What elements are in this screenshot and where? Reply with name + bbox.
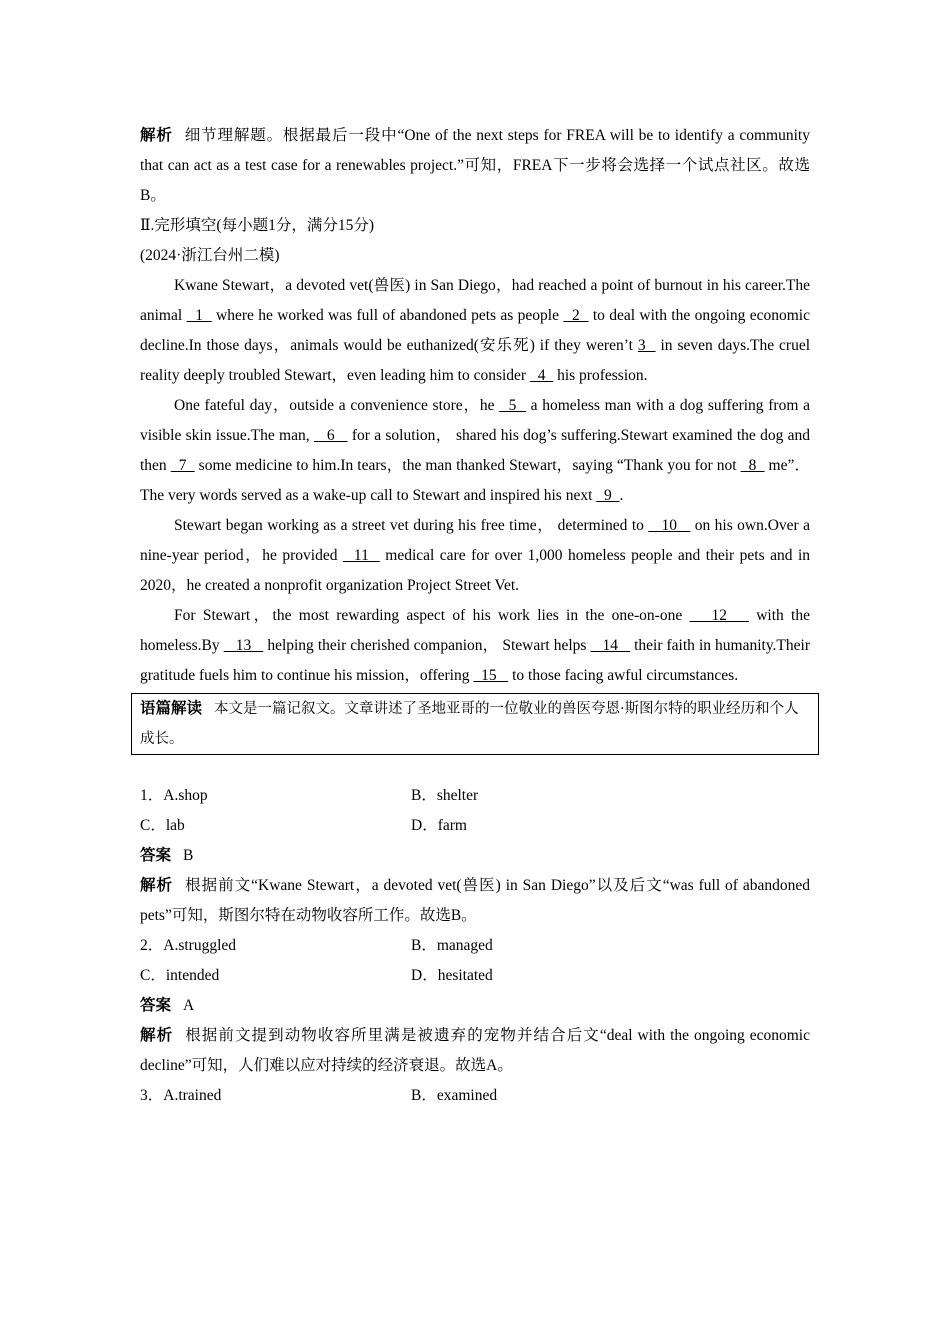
passage-text: to those facing awful circumstances. (508, 667, 739, 684)
passage-text: One fateful day，outside a convenience store，he (174, 397, 500, 414)
question-2-options-row-1 (140, 931, 810, 961)
passage-text: his profession. (553, 367, 648, 384)
question-2-analysis (140, 1021, 810, 1081)
passage-text: a homeless man with a dog suffering from a visible skin issue.The man, (140, 397, 810, 444)
option-d: D．farm (411, 817, 467, 834)
analysis-text: 根据前文提到动物收容所里满是被遗弃的宠物并结合后文“deal with the ongoing economic decline”可知，人们难以应对持续的经济衰退。故选A。 (140, 1027, 810, 1074)
document-content (140, 121, 810, 1111)
answer-label: 答案 (140, 847, 172, 864)
question-1-analysis (140, 871, 810, 931)
option-c: C．intended (140, 967, 220, 984)
passage-text: on his own.Over a nine-year period，he provided (140, 517, 811, 564)
option-a: 3．A.trained (140, 1087, 222, 1104)
passage-text: to deal with the ongoing economic decline.In those days，animals would be euthanized(安乐死) if they weren’t (140, 307, 810, 354)
option-a: 1．A.shop (140, 787, 208, 804)
option-d: D．hesitated (411, 967, 493, 984)
blank-12: 12 (689, 607, 749, 624)
passage-text: medical care for over 1,000 homeless people and their pets and in 2020，he created a nonprofit organization Project Street Vet. (140, 547, 811, 594)
blank-5: 5 (499, 397, 526, 414)
analysis-text: 细节理解题。根据最后一段中“One of the next steps for FREA will be to identify a community that can act as a test case for a renewables project.”可知，FREA下一步将会选择一个试点社区。故选B。 (140, 127, 810, 204)
passage-text: for a solution， shared his dog’s suffering.Stewart examined the dog and then (140, 427, 811, 474)
analysis-label: 解析 (140, 877, 174, 894)
question-2-answer (140, 991, 810, 1021)
previous-analysis (140, 121, 810, 211)
reading-summary-label: 语篇解读 (140, 700, 203, 717)
option-a: 2．A.struggled (140, 937, 237, 954)
passage-text: in seven days.The cruel reality deeply troubled Stewart，even leading him to consider (140, 337, 811, 384)
question-1-options-row-1 (140, 781, 810, 811)
answer-value: A (183, 997, 195, 1014)
blank-4: 4 (529, 367, 554, 384)
question-3-options-row-1 (140, 1081, 810, 1111)
blank-15: 15 (473, 667, 509, 684)
passage-text: Kwane Stewart，a devoted vet(兽医) in San Diego，had reached a point of burnout in his career.The animal (140, 277, 810, 324)
question-1-answer (140, 841, 810, 871)
spacer (140, 755, 810, 781)
blank-3: 3 (637, 337, 656, 354)
passage-text: For Stewart，the most rewarding aspect of his work lies in the one-on-one (174, 607, 690, 624)
blank-10: 10 (648, 517, 691, 534)
option-b: B．shelter (411, 787, 479, 804)
passage-paragraph-4 (140, 601, 810, 691)
answer-label: 答案 (140, 997, 172, 1014)
option-b: B．examined (411, 1087, 498, 1104)
passage-text: their faith in humanity.Their gratitude fuels him to continue his mission，offering (140, 637, 811, 684)
answer-value: B (183, 847, 194, 864)
reading-summary-box (131, 693, 819, 755)
passage-paragraph-3 (140, 511, 810, 601)
blank-6: 6 (313, 427, 348, 444)
blank-14: 14 (590, 637, 631, 654)
reading-summary-text: 本文是一篇记叙文。文章讲述了圣地亚哥的一位敬业的兽医夸恩·斯图尔特的职业经历和个人成长。 (140, 701, 799, 747)
passage-text: helping their cherished companion， Stewart helps (263, 637, 591, 654)
blank-1: 1 (186, 307, 212, 324)
passage-text: Stewart began working as a street vet during his free time， determined to (174, 517, 649, 534)
question-1-options-row-2 (140, 811, 810, 841)
passage-text: with the homeless.By (140, 607, 810, 654)
passage-text: me”． The very words served as a wake-up call to Stewart and inspired his next (140, 457, 811, 504)
blank-9: 9 (596, 487, 620, 504)
analysis-label: 解析 (140, 127, 173, 144)
section-title: Ⅱ.完形填空(每小题1分，满分15分) (140, 217, 374, 234)
blank-13: 13 (223, 637, 264, 654)
blank-8: 8 (740, 457, 765, 474)
analysis-text: 根据前文“Kwane Stewart，a devoted vet(兽医) in San Diego”以及后文“was full of abandoned pets”可知，斯图尔特在动物收容所工作。故选B。 (140, 877, 810, 924)
blank-7: 7 (170, 457, 195, 474)
option-b: B．managed (411, 937, 493, 954)
passage-text: some medicine to him.In tears，the man thanked Stewart，saying “Thank you for not (194, 457, 741, 474)
option-c: C．lab (140, 817, 185, 834)
passage-paragraph-2 (140, 391, 810, 511)
section-source: (2024·浙江台州二模) (140, 247, 280, 264)
analysis-label: 解析 (140, 1027, 174, 1044)
passage-paragraph-1 (140, 271, 810, 391)
passage-text: . (619, 487, 624, 504)
question-2-options-row-2 (140, 961, 810, 991)
passage-text: where he worked was full of abandoned pets as people (211, 307, 564, 324)
blank-11: 11 (342, 547, 380, 564)
blank-2: 2 (563, 307, 589, 324)
